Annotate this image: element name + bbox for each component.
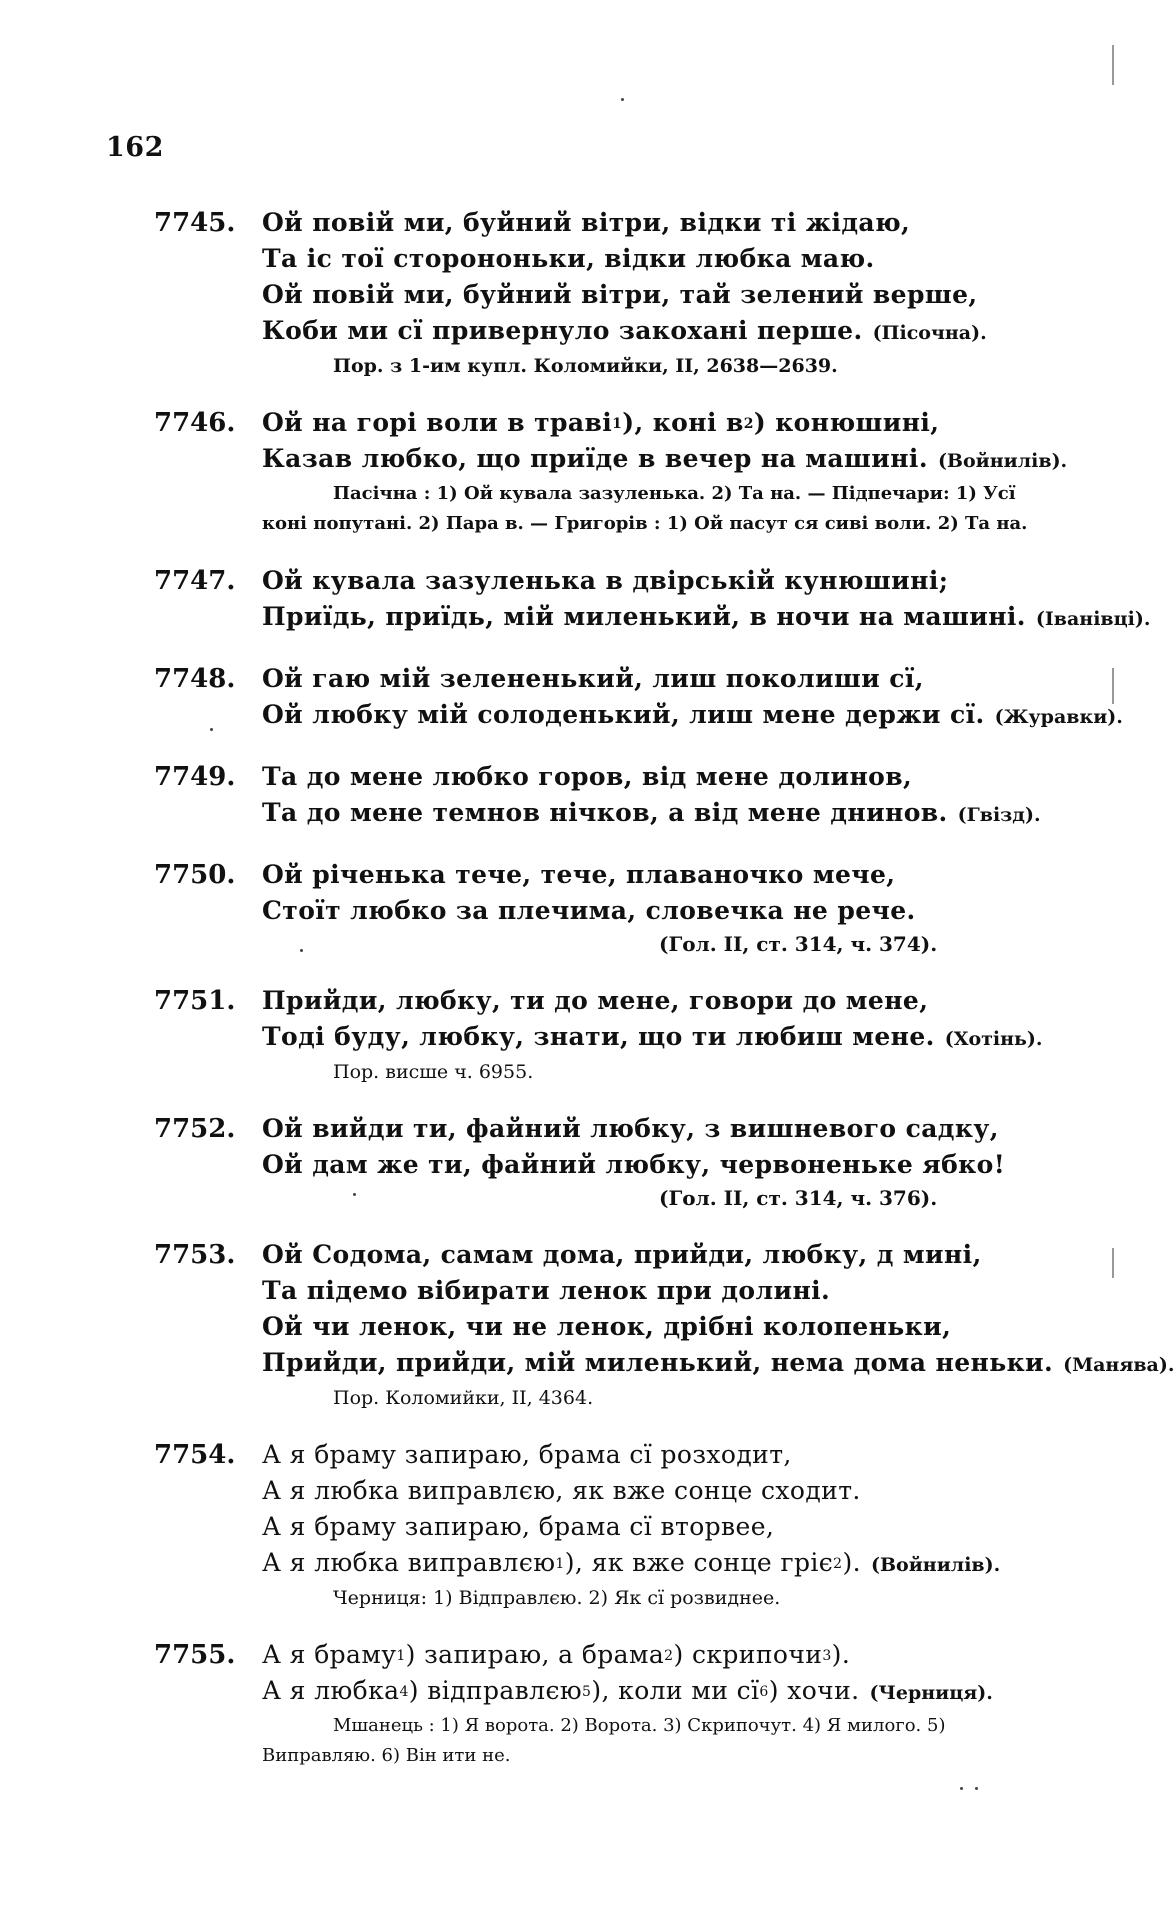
scan-margin-mark (1112, 668, 1114, 704)
verse-line (262, 1019, 1140, 1057)
verse-text: ) скрипочи (673, 1640, 823, 1669)
verse-line: Стоїт любко за плечима, словечка не рече. (262, 896, 916, 925)
footnote-mark: 1 (555, 1556, 565, 1572)
verse-text: ) відправлєю (408, 1676, 583, 1705)
entry-number: 7750. (154, 860, 236, 890)
source-village: (Гвізд). (957, 804, 1041, 826)
page-number: 162 (106, 132, 164, 163)
verse-text: ) хочи. (768, 1676, 860, 1705)
verse-text: ), коли ми сї (591, 1676, 760, 1705)
variant-note: Мшанець : 1) Я ворота. 2) Ворота. 3) Скрипочут. 4) Я милого. 5) Виправляю. 6) Він ити не. (262, 1715, 946, 1766)
source-village: (Журавки). (994, 706, 1123, 728)
verse-line: А я любка виправлєю, як вже сонце сходит. (262, 1476, 861, 1505)
entry-number: 7746. (154, 408, 236, 438)
entry-number: 7749. (154, 762, 236, 792)
entry-7753 (0, 1237, 1174, 1413)
poem-entries (0, 205, 1174, 1795)
entry-number: 7753. (154, 1240, 236, 1270)
entry-number: 7748. (154, 664, 236, 694)
reference-note: Пор. з 1-им купл. Коломийки, II, 2638—2639. (333, 355, 838, 377)
entry-number: 7754. (154, 1440, 236, 1470)
verse-text: ). (831, 1640, 851, 1669)
verse-text: ), коні в (622, 408, 744, 437)
verse-text: Приїдь, приїдь, мій миленький, в ночи на машині. (262, 602, 1026, 631)
verse-line (262, 1545, 1140, 1583)
verse-line (262, 1345, 1174, 1383)
verse-text: Ой любку мій солоденький, лиш мене держи сї. (262, 700, 985, 729)
source-reference: (Гол. II, ст. 314, ч. 376). (659, 1186, 938, 1210)
entry-7745 (0, 205, 1140, 381)
verse-line (262, 441, 1140, 479)
verse-line (262, 405, 1140, 441)
source-reference: (Гол. II, ст. 314, ч. 374). (659, 932, 938, 956)
source-village: (Войнилів). (937, 450, 1068, 472)
scan-speck (300, 949, 303, 952)
verse-line (262, 1673, 1140, 1711)
verse-line: А я браму запираю, брама сї вторвее, (262, 1512, 775, 1541)
footnote-mark: 2 (664, 1648, 674, 1664)
verse-text: Тоді буду, любку, знати, що ти любиш мене. (262, 1022, 935, 1051)
verse-line: Ой кувала зазуленька в двірській кунюшині; (262, 566, 949, 595)
verse-line (262, 697, 1140, 735)
entry-number: 7755. (154, 1640, 236, 1670)
scan-margin-mark (1112, 1248, 1114, 1278)
verse-line: Ой річенька тече, тече, плаваночко мече, (262, 860, 896, 889)
footnote-mark: 2 (743, 416, 754, 432)
entry-7746 (0, 405, 1140, 539)
footnote-mark: 1 (396, 1648, 406, 1664)
footnote-mark: 2 (833, 1556, 843, 1572)
entry-number: 7752. (154, 1114, 236, 1144)
verse-line: Ой вийди ти, файний любку, з вишневого садку, (262, 1114, 999, 1143)
entry-number: 7747. (154, 566, 236, 596)
verse-line: Ой чи ленок, чи не ленок, дрібні колопеньки, (262, 1312, 952, 1341)
verse-line (262, 599, 1151, 637)
scan-margin-mark (1112, 45, 1114, 85)
verse-text: Коби ми сї привернуло закохані перше. (262, 316, 863, 345)
reference-note: Пор. Коломийки, II, 4364. (333, 1387, 594, 1409)
verse-text: ), як вже сонце гріє (564, 1548, 834, 1577)
verse-line: А я браму запираю, брама сї розходит, (262, 1440, 792, 1469)
entry-7748 (0, 661, 1140, 735)
scan-speck (621, 98, 624, 101)
source-village: (Черниця). (869, 1682, 993, 1704)
verse-line (262, 795, 1140, 833)
verse-text: А я браму (262, 1640, 397, 1669)
entry-7751 (0, 983, 1140, 1087)
scan-speck (960, 1787, 963, 1790)
entry-7750 (0, 857, 1140, 959)
variant-note: Пасічна : 1) Ой кувала зазуленька. 2) Та на. — Підпечари: 1) Усї коні попутані. 2) Пара в. — Григорів : 1) Ой пасут ся сиві воли. 2) Та на. (262, 483, 1028, 534)
verse-text: ) конюшині, (753, 408, 940, 437)
entry-7747 (0, 563, 1151, 637)
entry-number: 7751. (154, 986, 236, 1016)
reference-note: Пор. висше ч. 6955. (333, 1061, 534, 1083)
verse-line: Та до мене любко горов, від мене долинов, (262, 762, 913, 791)
verse-text: Прийди, прийди, мій миленький, нема дома неньки. (262, 1348, 1054, 1377)
entry-number: 7745. (154, 208, 236, 238)
entry-7749 (0, 759, 1140, 833)
verse-line (262, 1637, 1140, 1673)
footnote-mark: 1 (612, 416, 623, 432)
verse-text: Та до мене темнов нічков, а від мене днинов. (262, 798, 948, 827)
source-village: (Пісочна). (872, 322, 987, 344)
verse-line: Ой гаю мій зелененький, лиш поколиши сї, (262, 664, 924, 693)
verse-text: ). (842, 1548, 861, 1577)
footnote-mark: 6 (759, 1684, 769, 1700)
entry-7752 (0, 1111, 1140, 1213)
footnote-mark: 4 (399, 1684, 409, 1700)
entry-7754 (0, 1437, 1140, 1613)
verse-line: Та іс тої сторононьки, відки любка маю. (262, 244, 875, 273)
verse-line: Та підемо вібирати ленок при долині. (262, 1276, 831, 1305)
verse-line (262, 313, 1140, 351)
footnote-mark: 5 (582, 1684, 592, 1700)
verse-text: ) запираю, а брама (405, 1640, 665, 1669)
source-village: (Хотінь). (944, 1028, 1043, 1050)
verse-line: Прийди, любку, ти до мене, говори до мене, (262, 986, 929, 1015)
verse-line: Ой дам же ти, файний любку, червоненьке ябко! (262, 1150, 1006, 1179)
verse-text: Ой на горі воли в траві (262, 408, 613, 437)
verse-text: А я любка виправлєю (262, 1548, 556, 1577)
variant-note: Черниця: 1) Відправлєю. 2) Як сї розвиднее. (333, 1587, 781, 1609)
verse-line: Ой Содома, самам дома, прийди, любку, д мині, (262, 1240, 982, 1269)
source-village: (Войнилів). (870, 1554, 1001, 1576)
verse-text: А я любка (262, 1676, 400, 1705)
verse-line: Ой повій ми, буйний вітри, тай зелений верше, (262, 280, 978, 309)
footnote-mark: 3 (822, 1648, 832, 1664)
scan-speck (353, 1193, 356, 1196)
scan-speck (975, 1787, 978, 1790)
verse-text: Казав любко, що приїде в вечер на машині. (262, 444, 928, 473)
source-village: (Іванівці). (1035, 608, 1151, 630)
entry-7755 (0, 1637, 1140, 1771)
source-village: (Манява). (1063, 1354, 1174, 1376)
scan-speck (210, 728, 213, 731)
verse-line: Ой повій ми, буйний вітри, відки ті жідаю, (262, 208, 911, 237)
